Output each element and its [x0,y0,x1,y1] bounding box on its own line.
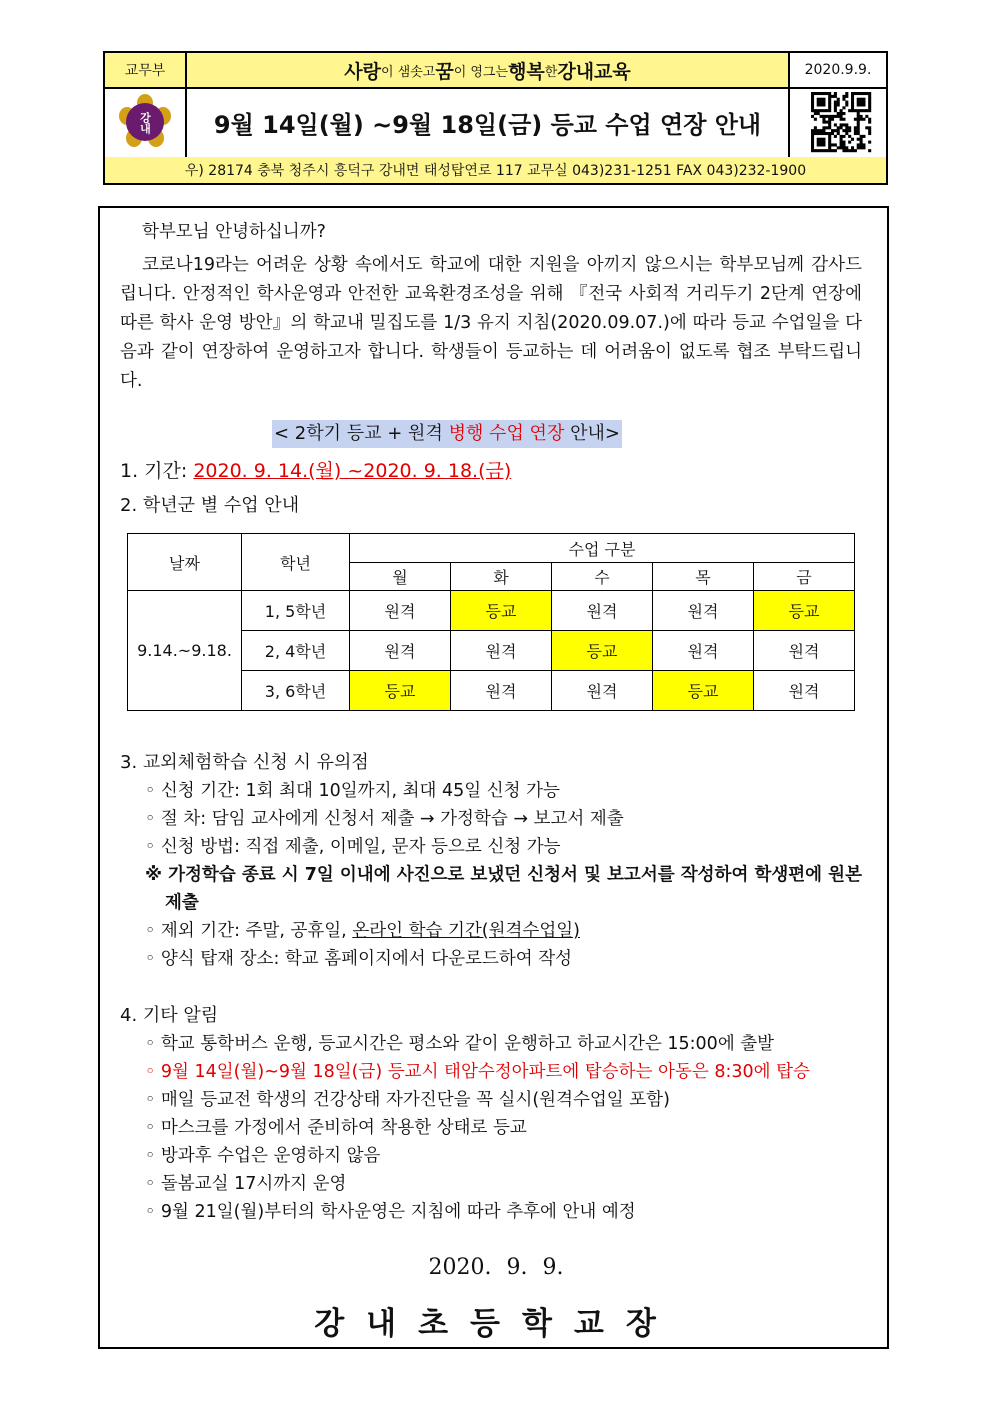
signatory: 강내초등학교장 [314,1306,678,1342]
slogan [187,53,790,87]
schedule-table [127,533,855,711]
letterhead-title-row [105,87,886,159]
sign-date: 2020. 9. 9. [428,1255,564,1280]
list-item: ◦ 절 차: 담임 교사에게 신청서 제출 → 가정학습 → 보고서 제출 [145,809,624,829]
schedule-cell: 원격 [552,671,653,711]
slogan-part: 사랑 [344,60,381,83]
schedule-cell: 등교 [451,591,552,631]
slogan-part: 한 [544,64,558,80]
grade-cell: 1, 5학년 [242,591,350,631]
notice-heading-pre: < 2학기 등교 + 원격 [274,423,449,444]
schedule-cell: 원격 [350,631,451,671]
schedule-cell: 원격 [754,671,855,711]
slogan-part: 꿈 [435,60,454,83]
day-header: 금 [754,563,855,591]
intro-paragraph: 코로나19라는 어려운 상황 속에서도 학교에 대한 지원을 아끼지 않으시는 학부모님께 감사드립니다. 안정적인 학사운영과 안전한 교육환경조성을 위해 『전국 사회적 거리두기 2단계 연장에 따른 학사 운영 방안』의 학교내 밀집도를 1/3 유지 지침(2020.09.07.)에 따라 등교 수업일을 다음과 같이 연장하여 운영하고자 합니다. 학생들이 등교하는 데 어려움이 없도록 협조 부탁드립니다. [120,255,862,391]
section-4-title: 4. 기타 알림 [120,1005,219,1026]
list-item: ◦ 돌봄교실 17시까지 운영 [145,1174,347,1194]
note-item: ※ 가정학습 종료 시 7일 이내에 사진으로 보냈던 신청서 및 보고서를 작성하여 학생편에 원본 제출 [145,865,862,913]
emblem-text: 강내 [138,112,152,134]
notice-heading-post: 안내> [564,423,620,444]
list-item: ◦ 신청 방법: 직접 제출, 이메일, 문자 등으로 신청 가능 [145,837,561,857]
section-2-title: 2. 학년군 별 수업 안내 [120,495,300,516]
day-header: 수 [552,563,653,591]
slogan-part: 이 영그는 [453,64,509,80]
day-header: 목 [653,563,754,591]
schedule-cell: 등교 [552,631,653,671]
section-3-title: 3. 교외체험학습 신청 시 유의점 [120,752,369,773]
day-header: 월 [350,563,451,591]
notice-heading [272,420,622,448]
letterhead [103,51,888,185]
schedule-cell: 원격 [754,631,855,671]
slogan-part: 행복 [508,60,545,83]
list-item: ◦ 학교 통학버스 운행, 등교시간은 평소와 같이 운행하고 하교시간은 15:00에 출발 [145,1034,775,1054]
grade-cell: 2, 4학년 [242,631,350,671]
list-item: ◦ 9월 21일(월)부터의 학사운영은 지침에 따라 추후에 안내 예정 [145,1202,636,1222]
header-date: 날짜 [128,534,242,591]
exclusion-underlined: 온라인 학습 기간(원격수업일) [352,921,580,941]
list-item: ◦ 매일 등교전 학생의 건강상태 자가진단을 꼭 실시(원격수업일 포함) [145,1090,670,1110]
page-title: 9월 14일(월) ~9월 18일(금) 등교 수업 연장 안내 [187,87,790,157]
schedule-cell: 원격 [350,591,451,631]
list-item: ◦ 9월 14일(월)~9월 18일(금) 등교시 태암수정아파트에 탑승하는 아동은 8:30에 탑승 [145,1062,810,1082]
list-item: ◦ 마스크를 가정에서 준비하여 착용한 상태로 등교 [145,1118,527,1138]
list-item: ◦ 방과후 수업은 운영하지 않음 [145,1146,381,1166]
day-header: 화 [451,563,552,591]
exclusion-label: ◦ 제외 기간: 주말, 공휴일, [145,921,353,941]
schedule-cell: 원격 [451,631,552,671]
schedule-cell: 원격 [653,591,754,631]
notice-heading-red: 병행 수업 연장 [448,423,565,444]
schedule-cell: 원격 [552,591,653,631]
schedule-cell: 등교 [754,591,855,631]
period-value: 2020. 9. 14.(월) ~2020. 9. 18.(금) [193,460,512,482]
header-class-type: 수업 구분 [350,534,855,563]
slogan-part: 강내교육 [557,60,631,83]
schedule-cell: 등교 [350,671,451,711]
school-address: 우) 28174 충북 청주시 흥덕구 강내면 태성탑연로 117 교무실 043)231-1251 FAX 043)232-1900 [105,157,886,183]
letterhead-top-row [105,53,886,89]
schedule-cell: 원격 [451,671,552,711]
header-grade: 학년 [242,534,350,591]
schedule-cell: 원격 [653,631,754,671]
date-range-cell: 9.14.~9.18. [128,591,242,711]
list-item: ◦ 신청 기간: 1회 최대 10일까지, 최대 45일 신청 가능 [145,781,560,801]
slogan-part: 이 샘솟고 [380,64,436,80]
qr-code-icon [790,87,886,157]
schedule-cell: 등교 [653,671,754,711]
qr-code [790,87,886,157]
department-label: 교무부 [105,53,187,87]
period-label: 1. 기간: [120,460,194,482]
emblem-icon [105,87,185,157]
grade-cell: 3, 6학년 [242,671,350,711]
greeting: 학부모님 안녕하십니까? [142,222,326,242]
list-item: ◦ 양식 탑재 장소: 학교 홈페이지에서 다운로드하여 작성 [145,949,573,969]
school-emblem [105,87,187,157]
issue-date: 2020.9.9. [804,62,872,78]
list-item [145,917,580,945]
period-line [120,457,511,485]
